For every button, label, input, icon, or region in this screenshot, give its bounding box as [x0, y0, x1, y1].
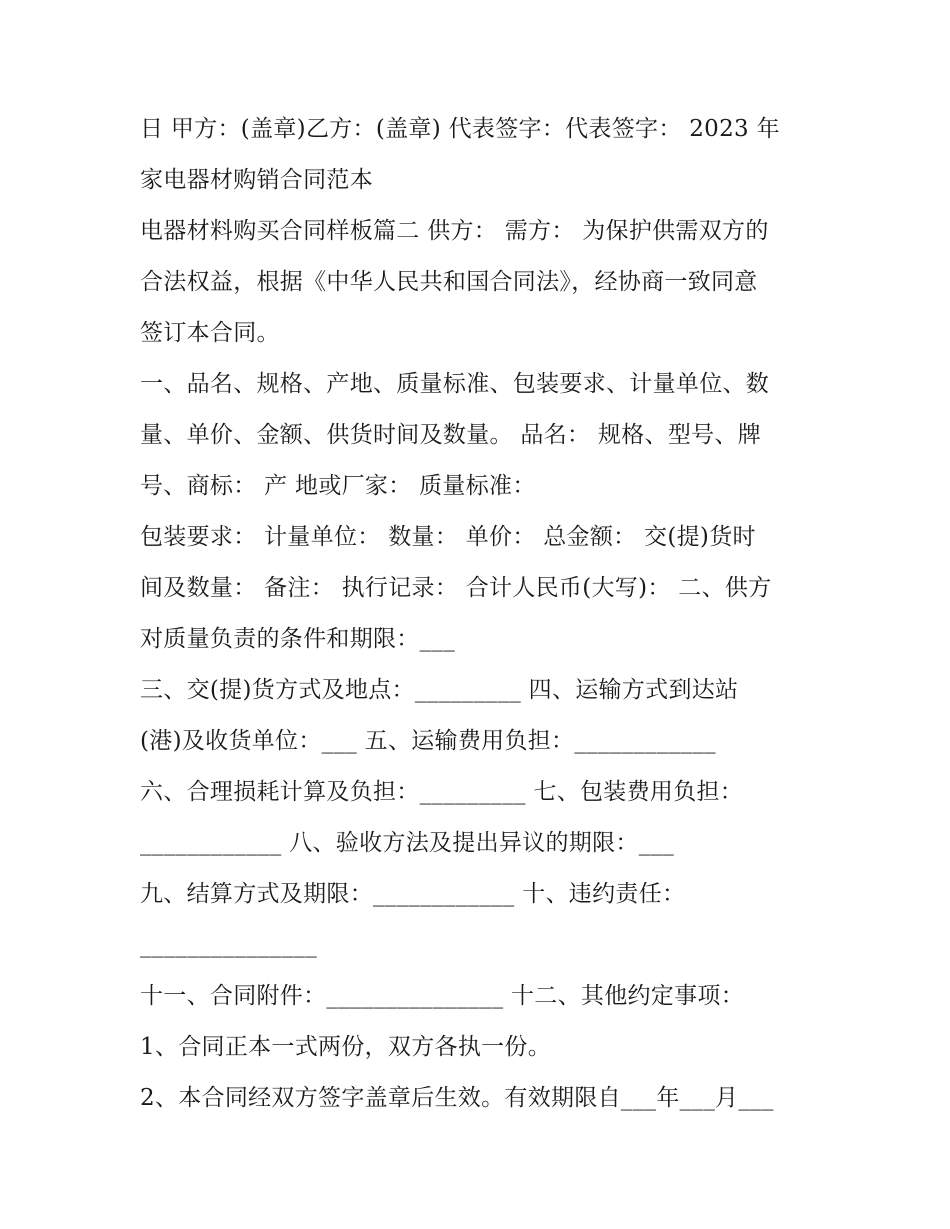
text-line: _______________ — [140, 932, 317, 958]
text-line: 十一、合同附件：_______________ 十二、其他约定事项： — [140, 983, 745, 1009]
text-line: 电器材料购买合同样板篇二 供方： 需方： 为保护供需双方的 — [140, 218, 769, 244]
text-line: 包装要求： 计量单位： 数量： 单价： 总金额： 交(提)货时 — [140, 524, 756, 550]
text-line: ____________ 八、验收方法及提出异议的期限：___ — [140, 830, 675, 856]
text-line: 号、商标： 产 地或厂家： 质量标准： — [140, 473, 536, 499]
text-line: 家电器材购销合同范本 — [140, 167, 373, 193]
text-line: 对质量负责的条件和期限：___ — [140, 626, 455, 652]
text-line: 2、本合同经双方签字盖章后生效。有效期限自___年___月___ — [140, 1085, 774, 1111]
text-line: 一、品名、规格、产地、质量标准、包装要求、计量单位、数 — [140, 371, 770, 397]
text-line: 量、单价、金额、供货时间及数量。 品名： 规格、型号、牌 — [140, 422, 762, 448]
text-line: 日 甲方：(盖章)乙方：(盖章) 代表签字：代表签字： 2023 年 — [140, 116, 780, 142]
text-line: 1、合同正本一式两份，双方各执一份。 — [140, 1034, 552, 1060]
text-line: 签订本合同。 — [140, 320, 280, 346]
text-line: 间及数量： 备注： 执行记录： 合计人民币(大写)： 二、供方 — [140, 575, 772, 601]
text-line: 九、结算方式及期限：____________ 十、违约责任： — [140, 881, 686, 907]
text-line: 六、合理损耗计算及负担：_________ 七、包装费用负担： — [140, 779, 744, 805]
text-line: (港)及收货单位：___ 五、运输费用负担：____________ — [140, 728, 716, 754]
text-line: 三、交(提)货方式及地点：_________ 四、运输方式到达站 — [140, 677, 739, 703]
text-line: 合法权益，根据《中华人民共和国合同法》，经协商一致同意 — [140, 269, 758, 295]
document-body — [140, 104, 820, 1124]
